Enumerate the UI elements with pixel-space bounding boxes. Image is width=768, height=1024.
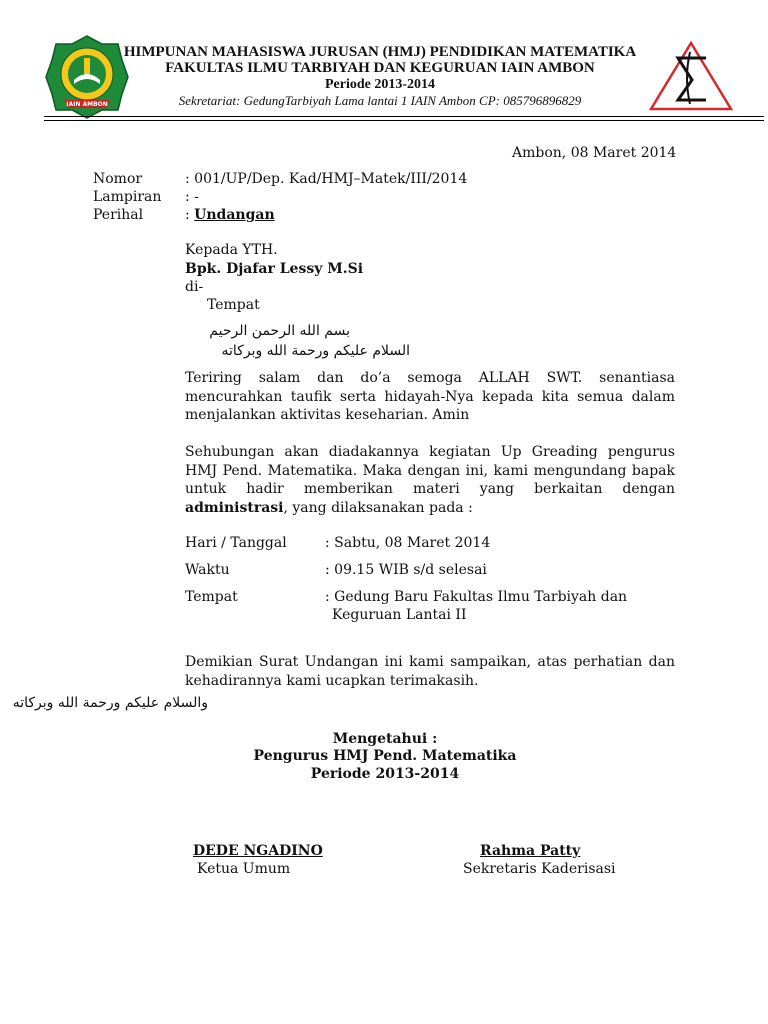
signature-role-chair: Ketua Umum <box>197 861 291 877</box>
approval-heading: Mengetahui : <box>332 731 438 747</box>
signature-name-chair: DEDE NGADINO <box>193 843 323 859</box>
schedule-value-date: : Sabtu, 08 Maret 2014 <box>325 535 491 551</box>
arabic-closing-salam: والسلام عليكم ورحمة الله وبركاته <box>12 695 208 711</box>
paragraph-greeting: Teriring salam dan do’a semoga ALLAH SWT. senantiasa mencurahkan taufik serta hidayah-Nya kepada kita semua dalam menjalankan aktivitas keseharian. Amin <box>185 370 675 423</box>
schedule-value-place-cont: Keguruan Lantai II <box>332 607 467 623</box>
letter-date: Ambon, 08 Maret 2014 <box>512 145 677 161</box>
recipient-place: Tempat <box>207 297 260 313</box>
approval-period: Periode 2013-2014 <box>310 766 460 782</box>
recipient-name: Bpk. Djafar Lessy M.Si <box>185 261 364 277</box>
meta-value-perihal <box>185 207 275 224</box>
header-divider-thin <box>44 120 764 121</box>
header-divider-thick <box>44 116 764 117</box>
arabic-basmalah: بسم الله الرحمن الرحيم <box>209 323 350 339</box>
signature-role-secretary: Sekretaris Kaderisasi <box>463 861 616 877</box>
paragraph-closing: Demikian Surat Undangan ini kami sampaikan, atas perhatian dan kehadirannya kami ucapkan terimakasih. <box>185 654 675 689</box>
meta-label-lampiran: Lampiran <box>93 189 162 205</box>
meta-label-perihal: Perihal <box>93 207 144 223</box>
iain-ambon-logo <box>44 34 130 120</box>
invitation-topic: administrasi <box>185 499 284 516</box>
paragraph-invitation <box>185 443 675 517</box>
header-line-period: Periode 2013-2014 <box>324 77 436 92</box>
recipient-di: di- <box>185 279 204 295</box>
signature-name-secretary: Rahma Patty <box>480 843 581 859</box>
arabic-salam: السلام عليكم ورحمة الله وبركاته <box>221 343 410 359</box>
schedule-label-date: Hari / Tanggal <box>185 535 287 551</box>
meta-label-nomor: Nomor <box>93 171 143 187</box>
meta-value-nomor: : 001/UP/Dep. Kad/HMJ–Matek/III/2014 <box>185 171 468 187</box>
recipient-salutation: Kepada YTH. <box>185 242 278 258</box>
header-line-faculty: FAKULTAS ILMU TARBIYAH DAN KEGURUAN IAIN AMBON <box>165 60 595 76</box>
meta-colon-perihal: : <box>185 207 190 223</box>
schedule-value-place: : Gedung Baru Fakultas Ilmu Tarbiyah dan <box>325 589 628 605</box>
header-line-secretariat: Sekretariat: GedungTarbiyah Lama lantai 1 IAIN Ambon CP: 085796896829 <box>178 93 582 108</box>
invitation-text-b: , yang dilaksanakan pada : <box>283 499 473 516</box>
header-line-organization: HIMPUNAN MAHASISWA JURUSAN (HMJ) PENDIDIKAN MATEMATIKA <box>123 44 637 60</box>
logo-caption: IAIN AMBON <box>66 101 108 108</box>
meta-value-lampiran: : - <box>185 189 199 205</box>
schedule-value-time: : 09.15 WIB s/d selesai <box>325 562 487 578</box>
schedule-label-place: Tempat <box>185 589 238 605</box>
subject-undangan: Undangan <box>194 207 275 223</box>
approval-org: Pengurus HMJ Pend. Matematika <box>253 748 517 764</box>
schedule-label-time: Waktu <box>185 562 230 578</box>
math-triangle-logo <box>648 40 734 112</box>
invitation-text-a: Sehubungan akan diadakannya kegiatan Up Greading pengurus HMJ Pend. Matematika. Maka dengan ini, kami mengundang bapak untuk hadir memberikan materi yang berkaitan dengan <box>185 444 675 497</box>
